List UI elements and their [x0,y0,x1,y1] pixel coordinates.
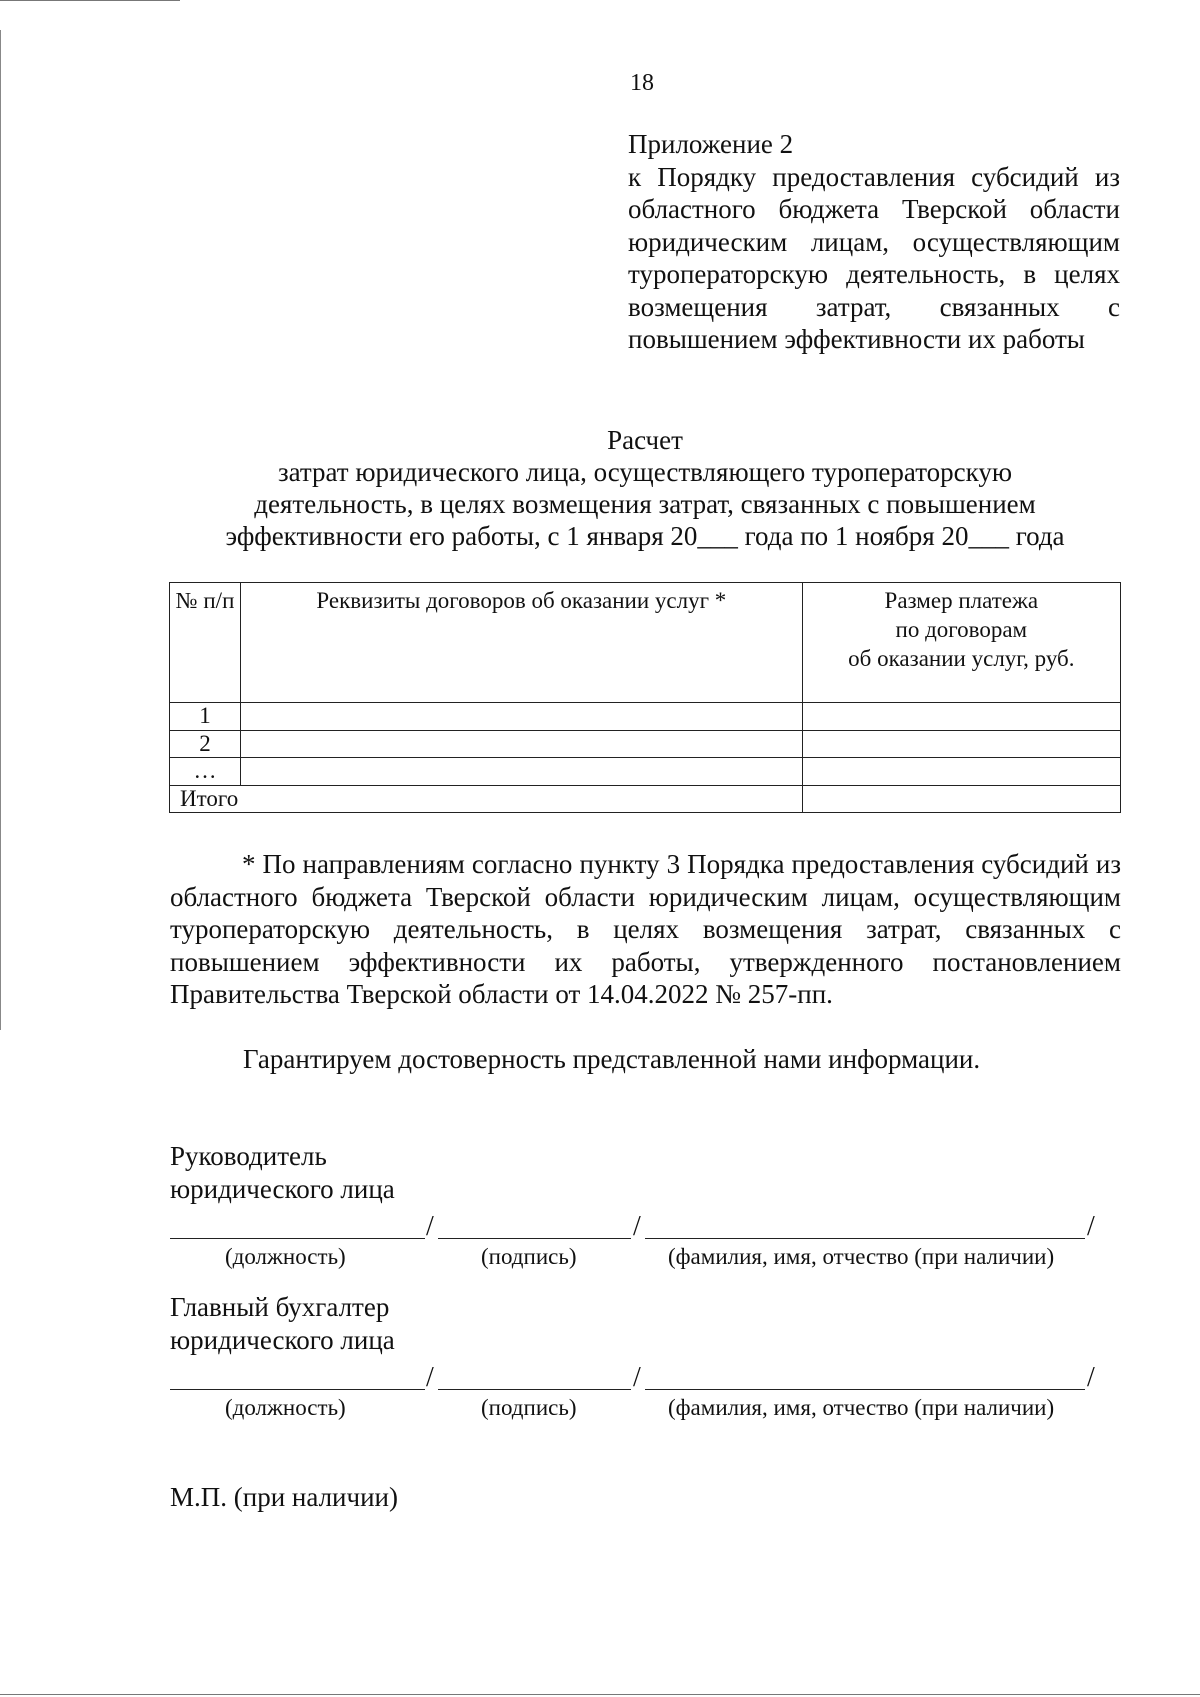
separator: / [1087,1362,1095,1393]
row-num: 2 [170,730,241,758]
heading-line-2: деятельность, в целях возмещения затрат, связанных с повышением [254,489,1036,519]
signature-captions [170,1242,1120,1272]
row-details-cell [241,703,803,731]
header-payment [802,583,1120,703]
caption-position: (должность) [225,1395,346,1420]
signature-line [170,1357,1120,1393]
scan-border-top [0,0,180,1]
heading-title: Расчет [607,425,683,455]
signature-title-line-1: Главный бухгалтер [170,1292,390,1322]
document-heading [170,424,1120,552]
total-value-cell [802,785,1120,813]
header-num: № п/п [170,583,241,703]
total-label: Итого [170,785,803,813]
row-details-cell [241,730,803,758]
header-payment-line-2: по договорам [895,617,1028,642]
scan-border-left [0,30,1,1030]
appendix-body: к Порядку предоставления субсидий из областного бюджета Тверской области юридическим лицам, осуществляющим туроператорскую деятельность, в целях возмещения затрат, связанных с повышением эффективности их работы [628,161,1120,354]
header-payment-line-1: Размер платежа [884,588,1039,613]
signature-line [170,1206,1120,1242]
row-num: 1 [170,703,241,731]
signature-title-line-2: юридического лица [170,1325,395,1355]
separator: / [1087,1211,1095,1242]
header-payment-line-3: об оказании услуг, руб. [848,646,1075,671]
signature-field[interactable] [438,1238,631,1239]
signature-field[interactable] [438,1389,631,1390]
separator: / [633,1362,641,1393]
scan-border-bottom [0,1694,1200,1695]
caption-name: (фамилия, имя, отчество (при наличии) [668,1395,1055,1420]
calculation-table [169,582,1121,813]
row-payment-cell [802,703,1120,731]
row-payment-cell [802,730,1120,758]
seal-placeholder: М.П. (при наличии) [170,1482,398,1512]
position-field[interactable] [170,1389,425,1390]
table-total-row [170,785,1121,813]
header-details: Реквизиты договоров об оказании услуг * [241,583,803,703]
appendix-block [628,128,1120,356]
row-details-cell [241,758,803,786]
signature-captions [170,1393,1120,1423]
table-row [170,703,1121,731]
caption-signature: (подпись) [481,1244,577,1269]
signature-title-line-1: Руководитель [170,1141,327,1171]
heading-line-1: затрат юридического лица, осуществляющего туроператорскую [277,457,1013,487]
signature-title-line-2: юридического лица [170,1174,395,1204]
signature-block-head [170,1140,1120,1272]
separator: / [633,1211,641,1242]
guarantee-statement: Гарантируем достоверность представленной нами информации. [243,1044,981,1074]
separator: / [426,1211,434,1242]
caption-signature: (подпись) [481,1395,577,1420]
table-header-row [170,583,1121,703]
caption-position: (должность) [225,1244,346,1269]
name-field[interactable] [645,1389,1085,1390]
name-field[interactable] [645,1238,1085,1239]
appendix-title: Приложение 2 [628,129,794,159]
page-number: 18 [630,70,654,96]
signature-block-accountant [170,1291,1120,1423]
position-field[interactable] [170,1238,425,1239]
caption-name: (фамилия, имя, отчество (при наличии) [668,1244,1055,1269]
heading-line-3: эффективности его работы, с 1 января 20___ года по 1 ноября 20___ года [225,521,1065,551]
row-payment-cell [802,758,1120,786]
row-num: … [170,758,241,786]
footnote: * По направлениям согласно пункту 3 Порядка предоставления субсидий из областного бюджета Тверской области юридическим лицам, осуществляющим туроператорскую деятельность, в целях возмещения затрат, связанных с повышением эффективности их работы, утвержденного постановлением Правительства Тверской области от 14.04.2022 № 257-пп. [170,849,1121,1009]
table-row [170,730,1121,758]
table-row [170,758,1121,786]
separator: / [426,1362,434,1393]
